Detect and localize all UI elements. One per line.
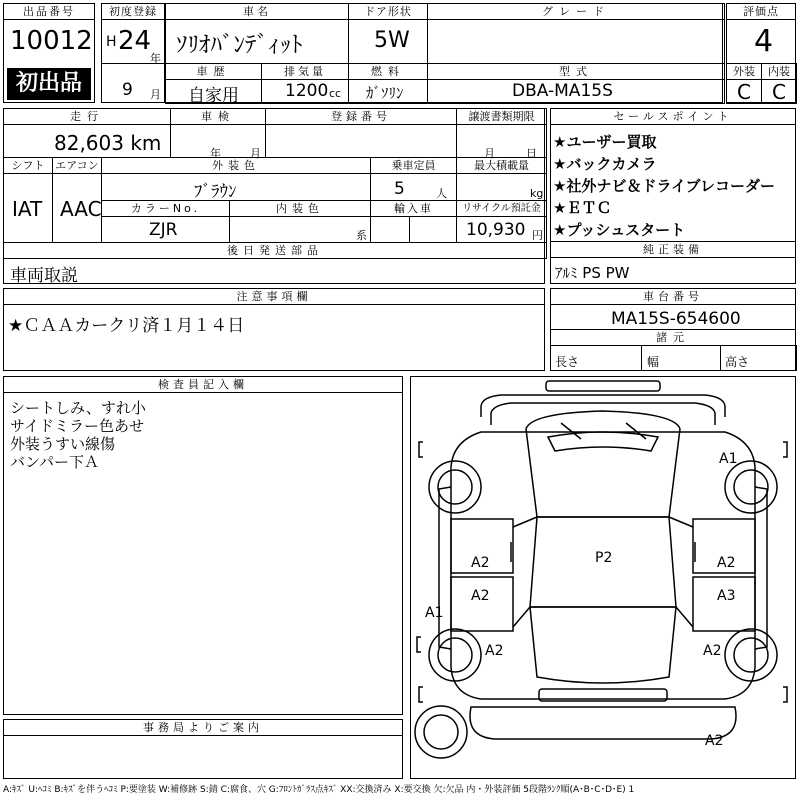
interior-label: 内装 (761, 63, 797, 80)
capacity-label: 乗車定員 (370, 157, 457, 174)
equipment-box (550, 241, 796, 284)
length-label: 長さ (555, 355, 580, 369)
height-label: 高さ (725, 355, 750, 369)
colorno-label: カラーNo. (101, 200, 230, 217)
door-label: ドア形状 (348, 3, 428, 20)
capacity: 5 (394, 179, 405, 199)
recycle-unit: 円 (532, 229, 543, 242)
chassis-box (550, 288, 796, 371)
chassis-number: MA15S-654600 (611, 309, 741, 329)
mark-rear-bumper: A2 (705, 733, 724, 749)
mark-rear-right: A2 (703, 643, 722, 659)
recycle-fee: 10,930 (466, 220, 526, 240)
inspection-month-unit: 月 (250, 147, 261, 160)
recycle-label: リサイクル預託金 (456, 200, 547, 217)
displacement-unit: cc (329, 87, 342, 100)
exterior-grade: C (737, 80, 751, 104)
inspector-line-3: 外装うすい線傷 (10, 435, 116, 453)
model: DBA-MA15S (512, 81, 613, 101)
fuel: ｶﾞｿﾘﾝ (366, 84, 404, 102)
vehicle-info-box (165, 3, 723, 106)
ac-label: エアコン (52, 157, 102, 174)
registration-year: 24 (118, 26, 152, 56)
capacity-unit: 人 (436, 187, 447, 200)
legend: A:ｷｽﾞ U:ﾍｺﾐ B:ｷｽﾞを伴うﾍｺﾐ P:要塗装 W:補修跡 S:錆 C:腐食、穴 G:ﾌﾛﾝﾄｶﾞﾗｽ点ｷｽﾞ XX:交換済み X:要交換 欠:欠品 内・外装評価 5段階ﾗﾝｸ順(A･B･C･D･E) 1 (3, 785, 635, 795)
shift-label: シフト (3, 157, 53, 174)
transfer-month-unit: 月 (484, 147, 495, 160)
lot-number: 10012 (10, 26, 93, 56)
notes-label: 注意事項欄 (4, 289, 544, 305)
color-number: ZJR (149, 220, 178, 240)
width-label: 幅 (647, 355, 660, 369)
score: 4 (754, 24, 774, 59)
inspector-line-1: シートしみ、すれ小 (10, 399, 146, 417)
exterior-label: 外装 (726, 63, 762, 80)
displacement-label: 排気量 (261, 63, 349, 80)
notes: ★ＣＡＡカークリ済１月１４日 (8, 316, 245, 336)
car-damage-diagram (411, 377, 795, 778)
office-label: 事務局よりご案内 (4, 720, 402, 736)
transfer-label: 譲渡書類期限 (456, 108, 547, 125)
first-listing-badge: 初出品 (7, 68, 91, 100)
month-unit: 月 (150, 88, 161, 101)
specs-label: 諸元 (550, 329, 796, 346)
ac: AAC (60, 197, 102, 221)
year-unit: 年 (150, 52, 161, 65)
load-label: 最大積載量 (456, 157, 547, 174)
interior-color-unit: 系 (356, 229, 367, 242)
registration-month: 9 (122, 80, 133, 100)
score-label: 評価点 (727, 4, 795, 20)
details-box (3, 108, 545, 284)
plate-label: 登録番号 (265, 108, 457, 125)
sales-point-3: ★社外ナビ＆ドライブレコーダー (553, 177, 775, 195)
mark-front-right: A1 (719, 451, 738, 467)
sales-point-2: ★バックカメラ (553, 155, 657, 173)
history: 自家用 (188, 86, 239, 106)
mark-rear-left: A2 (485, 643, 504, 659)
mileage: 82,603 km (54, 131, 162, 155)
exterior-color: ﾌﾞﾗｳﾝ (194, 182, 237, 202)
equipment-label: 純正装備 (551, 242, 795, 258)
sales-points-box (550, 108, 796, 242)
history-label: 車歴 (165, 63, 262, 80)
mark-right-front-door: A2 (717, 555, 736, 571)
inspector-line-2: サイドミラー色あせ (10, 417, 144, 435)
equipment: ｱﾙﾐ PS PW (555, 264, 630, 282)
sales-point-5: ★プッシュスタート (553, 221, 686, 239)
interior-color-label: 内装色 (229, 200, 371, 217)
era: H (106, 34, 117, 50)
load-unit: kg (530, 187, 544, 200)
mileage-label: 走行 (3, 108, 171, 125)
later-parts: 車両取説 (10, 266, 78, 286)
later-parts-label: 後日発送部品 (3, 242, 547, 259)
damage-diagram-box (410, 376, 796, 779)
chassis-label: 車台番号 (551, 289, 795, 305)
inspector-box (3, 376, 403, 715)
displacement: 1200 (285, 81, 329, 101)
grade-label: グレード (427, 3, 725, 20)
mark-left-rear-door: A2 (471, 588, 490, 604)
import-label: 輸入車 (370, 200, 457, 217)
office-box (3, 719, 403, 779)
mark-roof: P2 (595, 550, 613, 566)
mark-left-side: A1 (425, 605, 444, 621)
inspector-line-4: バンパー下Ａ (10, 453, 99, 471)
door-type: 5W (374, 28, 410, 53)
color-label: 外装色 (101, 157, 371, 174)
registration-box (101, 3, 165, 103)
fuel-label: 燃料 (348, 63, 428, 80)
inspector-label: 検査員記入欄 (4, 377, 402, 393)
registration-label: 初度登録 (102, 4, 164, 20)
lot-number-box (3, 3, 95, 103)
inspection-label: 車検 (170, 108, 266, 125)
transfer-day-unit: 日 (526, 147, 537, 160)
inspection-year-unit: 年 (210, 147, 221, 160)
mark-left-front-door: A2 (471, 555, 490, 571)
car-name-label: 車名 (165, 3, 349, 20)
notes-box (3, 288, 545, 371)
sales-points-label: セールスポイント (551, 109, 795, 125)
mark-right-rear-door: A3 (717, 588, 736, 604)
interior-grade: C (772, 80, 786, 104)
sales-point-1: ★ユーザー買取 (553, 133, 657, 151)
sales-point-4: ★ＥＴＣ (553, 199, 612, 217)
score-box (726, 3, 796, 103)
lot-number-label: 出品番号 (4, 4, 94, 20)
model-label: 型式 (427, 63, 725, 80)
shift: IAT (12, 197, 43, 221)
car-name: ｿﾘｵﾊﾞﾝﾃﾞｨｯﾄ (176, 32, 303, 58)
